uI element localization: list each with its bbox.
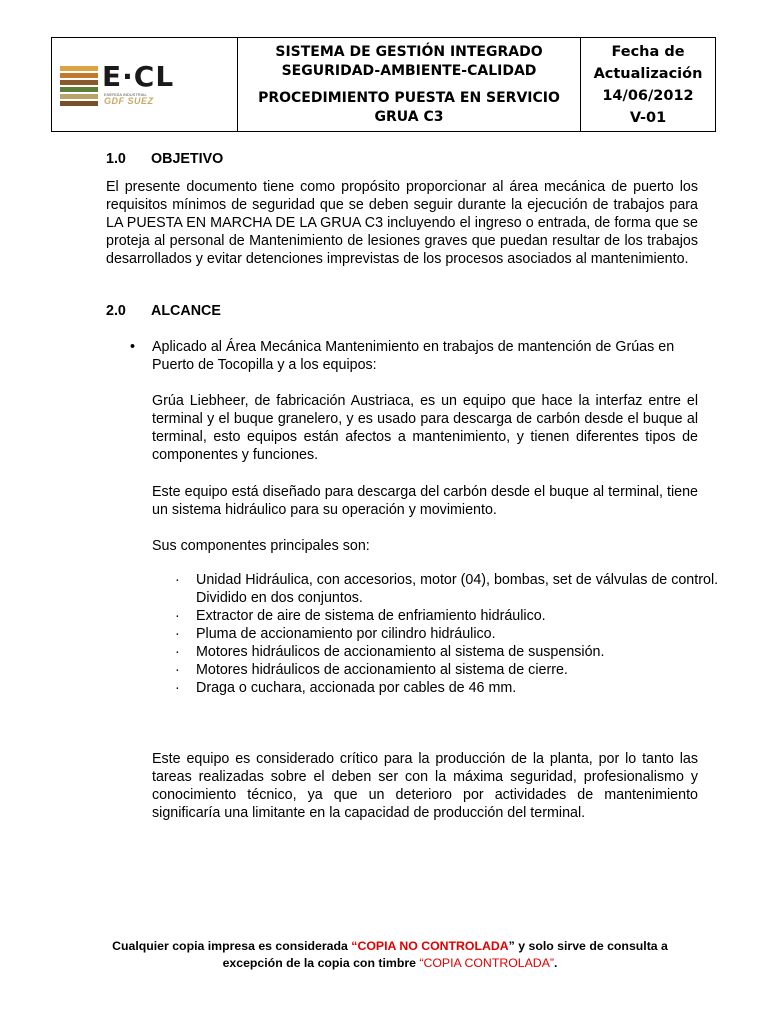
date-label-line2: Actualización [593,65,703,82]
footer-quote-close: ” [508,939,515,953]
logo-cell [52,38,238,132]
equipment-design-paragraph: Este equipo está diseñado para descarga del carbón desde el buque al terminal, tiene un sistema hidráulico para su operación y movimiento. [152,484,698,518]
logo-text: E·CL [102,59,175,93]
date-label-line1: Fecha de [611,43,685,60]
list-item [170,661,730,679]
objective-paragraph: El presente documento tiene como propósito proporcionar al área mecánica de puerto los requisitos mínimos de seguridad que se deben seguir durante la ejecución de trabajos para LA PUESTA EN MARCHA DE LA GRUA C3 incluyendo el ingreso o entrada, de forma que se proteja al personal de Mantenimiento de lesiones graves que puedan resultar de los trabajos desarrollados y evitar detenciones imprevistas de los procesos asociados al mantenimiento. [106,179,698,267]
footer-quote-close-2: ” [549,956,555,970]
procedure-title [238,89,580,127]
components-list [170,571,730,697]
procedure-title-line1: PROCEDIMIENTO PUESTA EN SERVICIO [258,89,560,106]
bullet-icon: • [130,339,136,355]
dot-icon: · [175,572,180,588]
copy-control-notice [60,938,720,972]
version-label: V-01 [629,109,667,126]
list-item [170,679,730,697]
component-text: Motores hidráulicos de accionamiento al sistema de suspensión. [196,644,605,660]
component-text: Extractor de aire de sistema de enfriamiento hidráulico. [196,608,546,624]
dot-icon: · [175,644,180,660]
section-1-number: 1.0 [106,151,126,167]
procedure-title-line2: GRUA C3 [374,108,444,125]
dot-icon: · [175,608,180,624]
criticality-paragraph: Este equipo es considerado crítico para la producción de la planta, por lo tanto las tareas realizadas sobre el deben ser con la máxima seguridad, profesionalismo y conocimiento técnico, ya que un deterioro por actividades de mantenimiento significaría una limitante en la capacidad de producción del terminal. [152,751,698,821]
footer-text-3: excepción de la copia con timbre [222,956,420,970]
section-2-number: 2.0 [106,303,126,319]
dot-icon: · [175,662,180,678]
section-2-heading [106,303,221,319]
component-text: Unidad Hidráulica, con accesorios, motor (04), bombas, set de válvulas de control. Dividido en dos conjuntos. [196,572,719,606]
crane-description-paragraph: Grúa Liebheer, de fabricación Austriaca, es un equipo que hace la interfaz entre el terminal y el buque granelero, y es usado para descarga de carbón desde el buque al terminal, esto equipos están afectos a mantenimiento, y tienen diferentes tipos de componentes y funciones. [152,393,698,463]
system-title-line1: SISTEMA DE GESTIÓN INTEGRADO [275,43,543,60]
title-cell [238,38,581,132]
controlled-copy-label: COPIA CONTROLADA [423,956,550,970]
list-item [170,643,730,661]
uncontrolled-copy-label: COPIA NO CONTROLADA [357,939,509,953]
scope-bullet-text: Aplicado al Área Mecánica Mantenimiento en trabajos de mantención de Grúas en Puerto de Tocopilla y a los equipos: [152,339,675,373]
ecl-logo [60,59,202,108]
logo-subtext: GDF SUEZ [104,95,154,106]
logo-stripes-icon [60,66,98,104]
section-1-heading [106,151,223,167]
dot-icon: · [175,680,180,696]
update-date: 14/06/2012 [602,87,694,104]
list-item [170,607,730,625]
footer-period: . [554,956,558,970]
list-item [170,571,730,607]
component-text: Pluma de accionamiento por cilindro hidráulico. [196,626,496,642]
section-2-title: ALCANCE [151,303,221,319]
logo-small-text: ENERGÍA INDUSTRIAL [104,91,147,97]
section-1-title: OBJETIVO [151,151,224,167]
footer-quote-open-2: “ [419,956,424,970]
system-title [238,43,580,81]
scope-list [127,338,712,374]
document-header [51,37,716,132]
components-intro: Sus componentes principales son: [152,538,370,554]
list-item [170,625,730,643]
component-text: Draga o cuchara, accionada por cables de 46 mm. [196,680,517,696]
component-text: Motores hidráulicos de accionamiento al sistema de cierre. [196,662,568,678]
footer-text-1: Cualquier copia impresa es considerada [112,939,352,953]
system-title-line2: SEGURIDAD-AMBIENTE-CALIDAD [281,62,537,79]
footer-text-2: y solo sirve de consulta a [514,939,668,953]
footer-quote-open: “ [351,939,358,953]
list-item [127,338,712,374]
date-cell [581,38,716,132]
dot-icon: · [175,626,180,642]
